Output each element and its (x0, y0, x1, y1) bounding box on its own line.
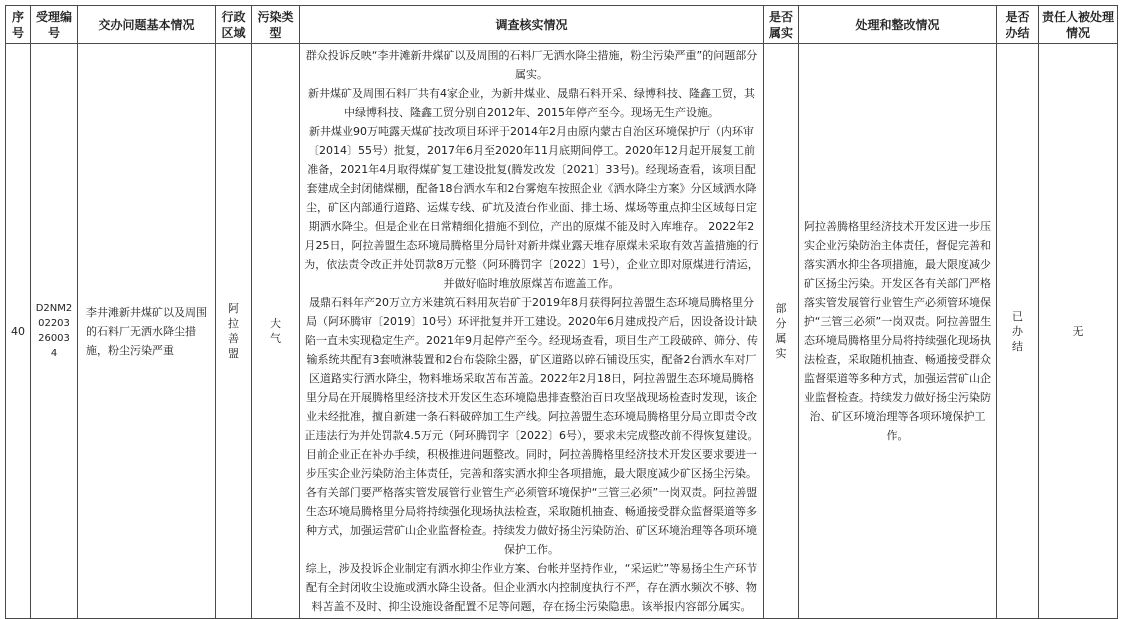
cell-investigation (300, 44, 764, 619)
investigation-paragraph: 群众投诉反映“李井滩新井煤矿以及周围的石料厂无洒水降尘措施，粉尘污染严重”的问题部分属实。 (305, 49, 758, 81)
investigation-paragraph: 综上，涉及投诉企业制定有洒水抑尘作业方案、台帐并坚持作业，“采运贮”等易扬尘生产环节配有全封闭收尘设施或洒水降尘设备。但企业洒水内控制度执行不严，存在洒水频次不够、物料苫盖不及时、抑尘设施设备配置不足等问题，存在扬尘污染隐患。该举报内容部分属实。 (305, 562, 758, 613)
cell-region (216, 44, 252, 619)
header-row (6, 6, 1118, 44)
table-row (6, 44, 1118, 619)
cell-is-concluded (997, 44, 1039, 619)
investigation-paragraph: 新井煤业90万吨露天煤矿技改项目环评于2014年2月由原内蒙古自治区环境保护厅（内环审〔2014〕55号）批复，2017年6月至2020年11月底期间停工。2020年12月起开展复工前准备，2021年4月取得煤矿复工建设批复(腾发改发〔2021〕33号)。经现场查看，该项目配套建成全封闭储煤棚，配备18台洒水车和2台雾炮车按照企业《洒水降尘方案》分区域洒水降尘，矿区内部通行道路、运煤专线、矿坑及渣台作业面、排土场、煤场等重点抑尘区域每日定期洒水降尘。但是企业在日常精细化措施不到位，产出的原煤不能及时入库堆存。 2022年2月25日，阿拉善盟生态环境局腾格里分局针对新井煤业露天堆存原煤未采取有效苫盖措施的行为，依法责令改正并处罚款8万元整（阿环腾罚字〔2022〕1号），企业立即对原煤进行清运，并做好临时堆放原煤苫布遮盖工作。 (304, 125, 759, 290)
col-header-is-true: 是否属实 (764, 6, 799, 44)
case-number-text: D2NM202203260034 (35, 303, 73, 359)
problem-text: 李井滩新井煤矿以及周围的石料厂无洒水降尘措施，粉尘污染严重 (86, 305, 207, 357)
cell-is-true (764, 44, 799, 619)
cell-accountability: 无 (1039, 44, 1118, 619)
col-header-is-concluded: 是否办结 (997, 6, 1039, 44)
rectification-text: 阿拉善腾格里经济技术开发区进一步压实企业污染防治主体责任，督促完善和落实洒水抑尘各项措施，最大限度减少矿区扬尘污染。开发区各有关部门严格落实管发展管行业管生产必须管环境保护“三管三必须”一岗双责。阿拉善盟生态环境局腾格里分局将持续强化现场执法检查，采取随机抽查、畅通接受群众监督渠道等多种方式，加强运营矿山企业监督检查。持续发力做好扬尘污染防治、矿区环境治理等各项环境保护工作。 (803, 220, 992, 442)
col-header-problem: 交办问题基本情况 (78, 6, 216, 44)
col-header-case-number: 受理编号 (31, 6, 78, 44)
complaint-handling-table (5, 5, 1118, 619)
col-header-pollution-type: 污染类型 (252, 6, 300, 44)
cell-rectification (799, 44, 997, 619)
is-concluded-text: 已办结 (1012, 309, 1023, 353)
investigation-paragraph: 新井煤矿及周围石料厂共有4家企业，为新井煤业、晟鼎石料开采、绿博科技、隆鑫工贸，其中绿博科技、隆鑫工贸分别自2012年、2015年停产至今。现场无生产设施。 (308, 87, 755, 119)
investigation-paragraph: 晟鼎石料年产20万立方米建筑石料用灰岩矿于2019年8月获得阿拉善盟生态环境局腾格里分局（阿环腾审〔2019〕10号）环评批复并开工建设。2020年6月建成投产后，因设备设计缺陷一直未实现稳定生产。2021年9月起停产至今。经现场查看，项目生产工段破碎、筛分、传输系统共配有3套喷淋装置和2台布袋除尘器，矿区道路以碎石铺设压实，配备2台洒水车对厂区道路实行洒水降尘，物料堆场采取苫布苫盖。2022年2月18日，阿拉善盟生态环境局腾格里分局在开展腾格里经济技术开发区生态环境隐患排查整治百日攻坚战现场检查时发现，该企业未经批准，擅自新建一条石料破碎加工生产线。阿拉善盟生态环境局腾格里分局立即责令改正违法行为并处罚款4.5万元（阿环腾罚字〔2022〕6号），要求未完成整改前不得恢复建设。目前企业正在补办手续，积极推进问题整改。同时，阿拉善腾格里经济技术开发区要求要进一步压实企业污染防治主体责任，完善和落实洒水抑尘各项措施，最大限度减少矿区扬尘污染。各有关部门要严格落实管发展管行业管生产必须管环境保护“三管三必须”一岗双责。阿拉善盟生态环境局腾格里分局将持续强化现场执法检查，采取随机抽查、畅通接受群众监督渠道等多种方式，加强运营矿山企业监督检查。持续发力做好扬尘污染防治、矿区环境治理等各项环境保护工作。 (304, 296, 759, 556)
col-header-serial: 序号 (6, 6, 31, 44)
cell-problem (78, 44, 216, 619)
region-text: 阿拉善盟 (228, 302, 239, 360)
col-header-rectification: 处理和整改情况 (799, 6, 997, 44)
pollution-type-text: 大气 (270, 317, 281, 345)
is-true-text: 部分属实 (775, 302, 787, 360)
cell-pollution-type (252, 44, 300, 619)
col-header-accountability: 责任人被处理情况 (1039, 6, 1118, 44)
cell-case-number (31, 44, 78, 619)
col-header-investigation: 调查核实情况 (300, 6, 764, 44)
col-header-region: 行政区域 (216, 6, 252, 44)
cell-serial: 40 (6, 44, 31, 619)
